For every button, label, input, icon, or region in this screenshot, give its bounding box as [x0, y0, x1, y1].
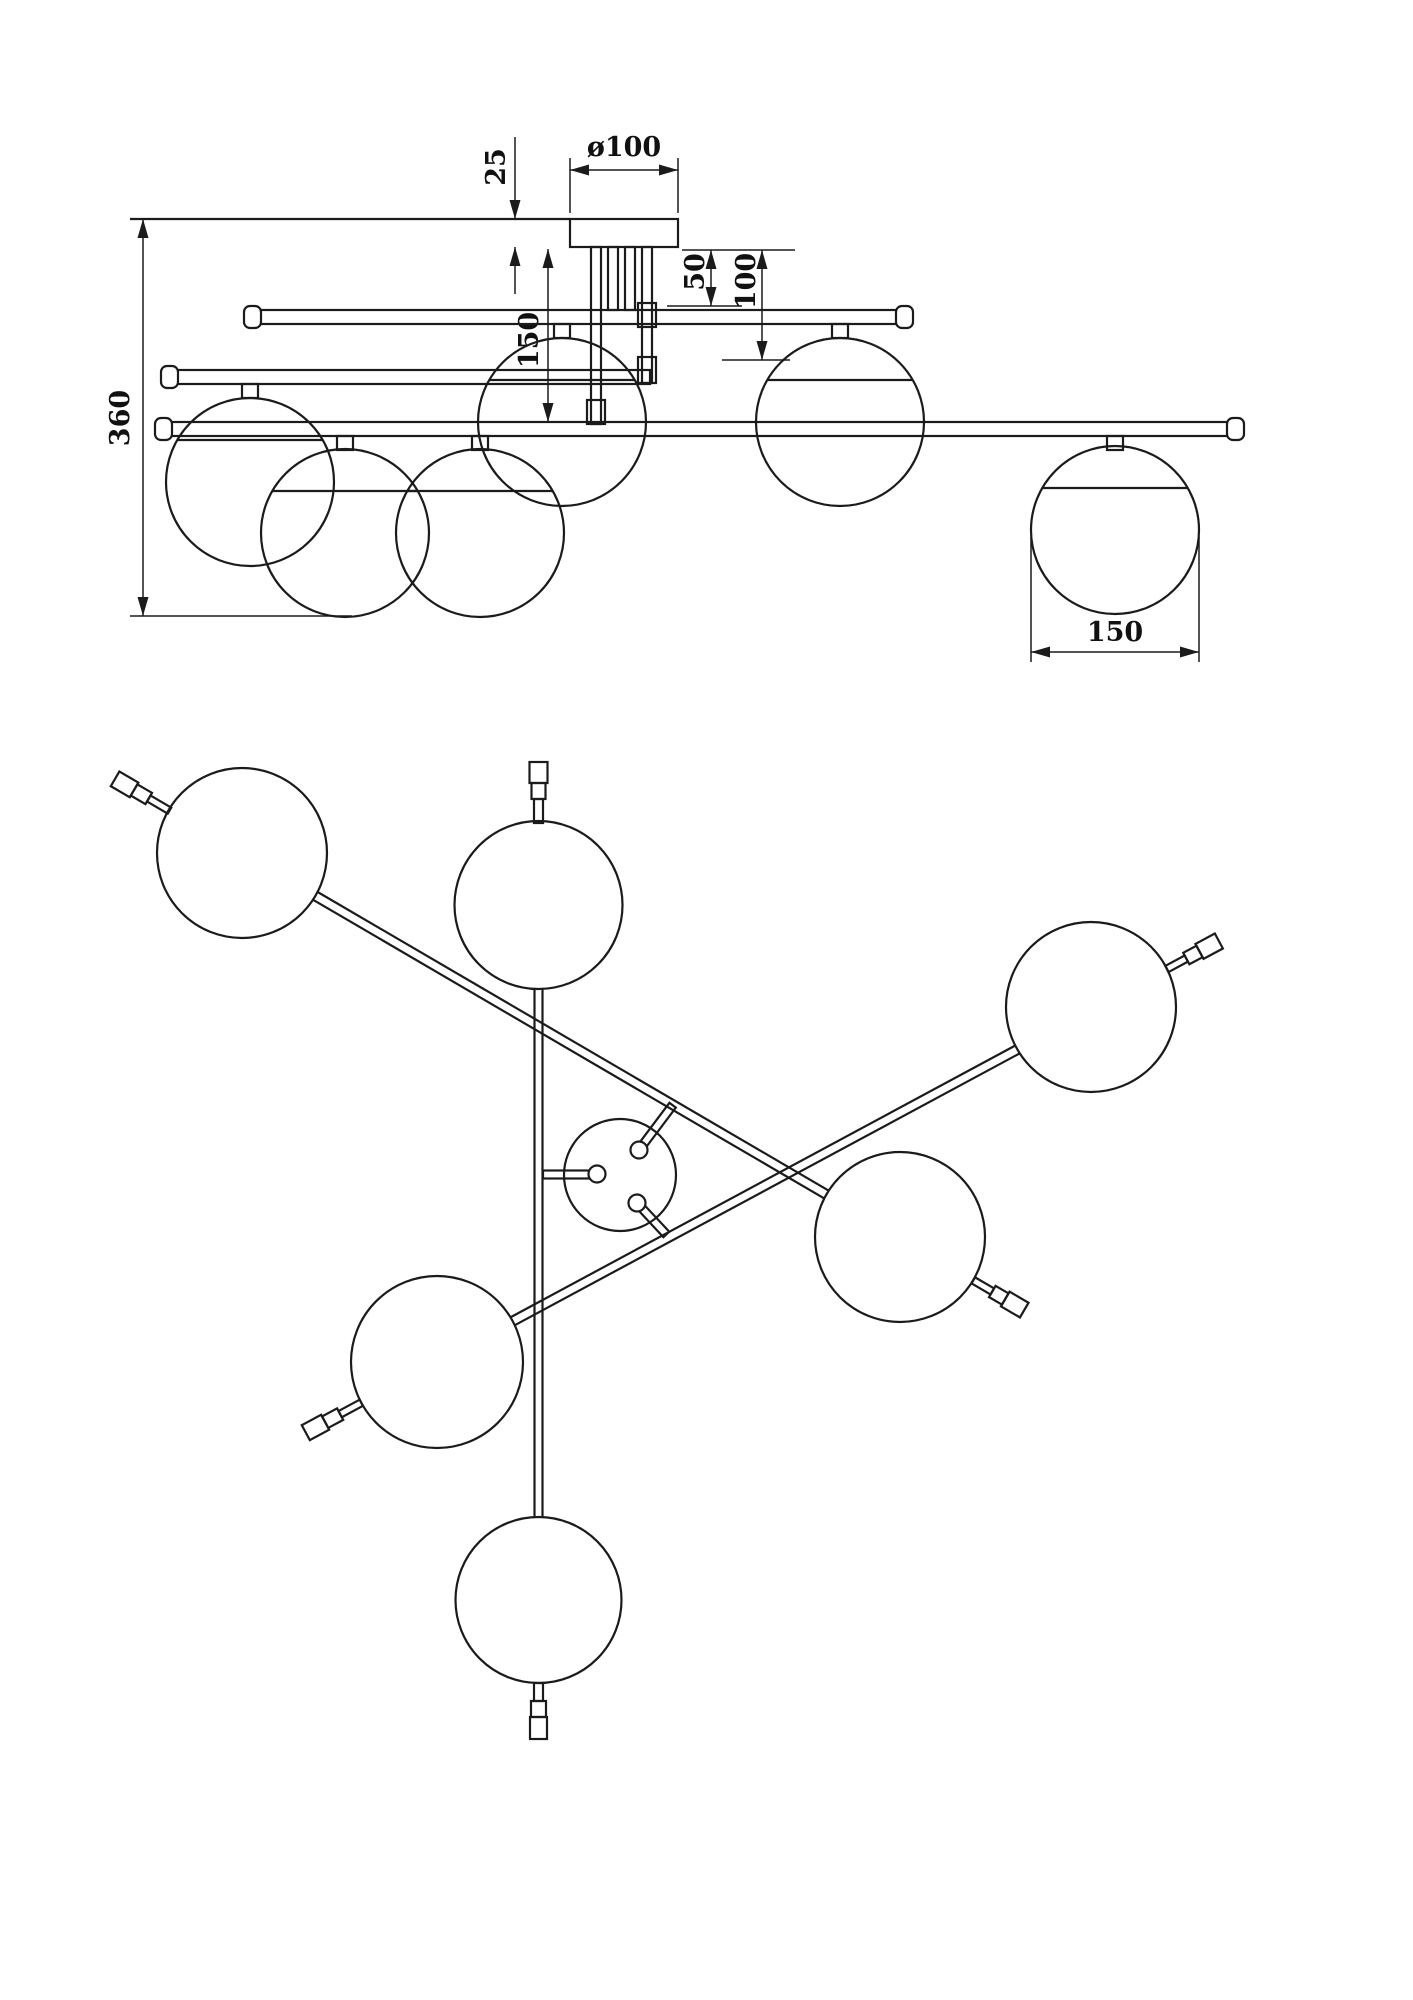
rod-end-cap	[530, 1717, 547, 1739]
globe-holders-elevation	[242, 324, 1123, 450]
rod-connector	[131, 784, 152, 804]
rod-end-cap	[244, 306, 261, 328]
canopy-elevation	[570, 219, 678, 247]
canopy-plan	[543, 1103, 676, 1237]
dimension-label-100: 100	[731, 252, 762, 310]
rod-end-cap	[530, 762, 548, 783]
glass-globe	[815, 1152, 985, 1322]
glass-globe	[1031, 446, 1199, 614]
rod-end-cap	[161, 366, 178, 388]
rod-middle-elevation	[161, 366, 650, 388]
dimension-150-globe	[1031, 537, 1199, 662]
dimension-label-dia100: ø100	[586, 132, 662, 163]
plan-view	[111, 762, 1223, 1739]
rod-end-cap	[155, 418, 172, 440]
rod-end-cap	[1001, 1292, 1029, 1318]
glass-globes-plan	[157, 768, 1176, 1683]
rod-upper-elevation	[244, 306, 913, 328]
rod-end-cap	[302, 1415, 329, 1440]
canopy-stem	[640, 1206, 670, 1237]
canopy-hole	[589, 1166, 606, 1183]
glass-globes-elevation	[166, 338, 1199, 617]
glass-globe	[455, 821, 623, 989]
rod-end-cap	[111, 771, 139, 797]
glass-globe	[456, 1517, 622, 1683]
rod-connector	[531, 1701, 546, 1717]
canopy-stem	[543, 1171, 589, 1179]
glass-globe	[396, 449, 564, 617]
glass-globe	[1006, 922, 1176, 1092]
rod-connector	[532, 783, 546, 799]
dimension-label-25: 25	[481, 148, 512, 186]
canopy-hole	[631, 1142, 648, 1159]
rod-end-cap	[1227, 418, 1244, 440]
glass-globe	[157, 768, 327, 938]
rod-diagonal-b-plan	[302, 934, 1223, 1441]
glass-globe	[166, 398, 334, 566]
dimension-25	[481, 137, 521, 294]
rod-end-cap	[1195, 934, 1222, 959]
canopy-stems	[587, 247, 656, 424]
rod-vertical-plan	[530, 762, 548, 1739]
dimension-dia100	[570, 132, 678, 213]
dimension-label-360: 360	[105, 389, 136, 447]
rod-lower-elevation	[155, 418, 1244, 440]
dimension-label-50: 50	[680, 253, 711, 291]
glass-globe	[261, 449, 429, 617]
dimension-label-150-globe: 150	[1086, 617, 1144, 648]
stem-connector	[587, 400, 605, 424]
canopy-disc	[564, 1119, 676, 1231]
elevation-view	[105, 132, 1244, 662]
dimension-label-150-drop: 150	[514, 311, 545, 369]
dimension-150-drop	[514, 249, 554, 422]
rod-diagonal-a-plan	[111, 771, 1029, 1317]
rod-end-cap	[896, 306, 913, 328]
rod-connector	[989, 1286, 1009, 1305]
canopy-hole	[629, 1195, 646, 1212]
dimension-360	[105, 219, 352, 616]
dimension-100	[722, 250, 790, 360]
glass-globe	[351, 1276, 523, 1448]
